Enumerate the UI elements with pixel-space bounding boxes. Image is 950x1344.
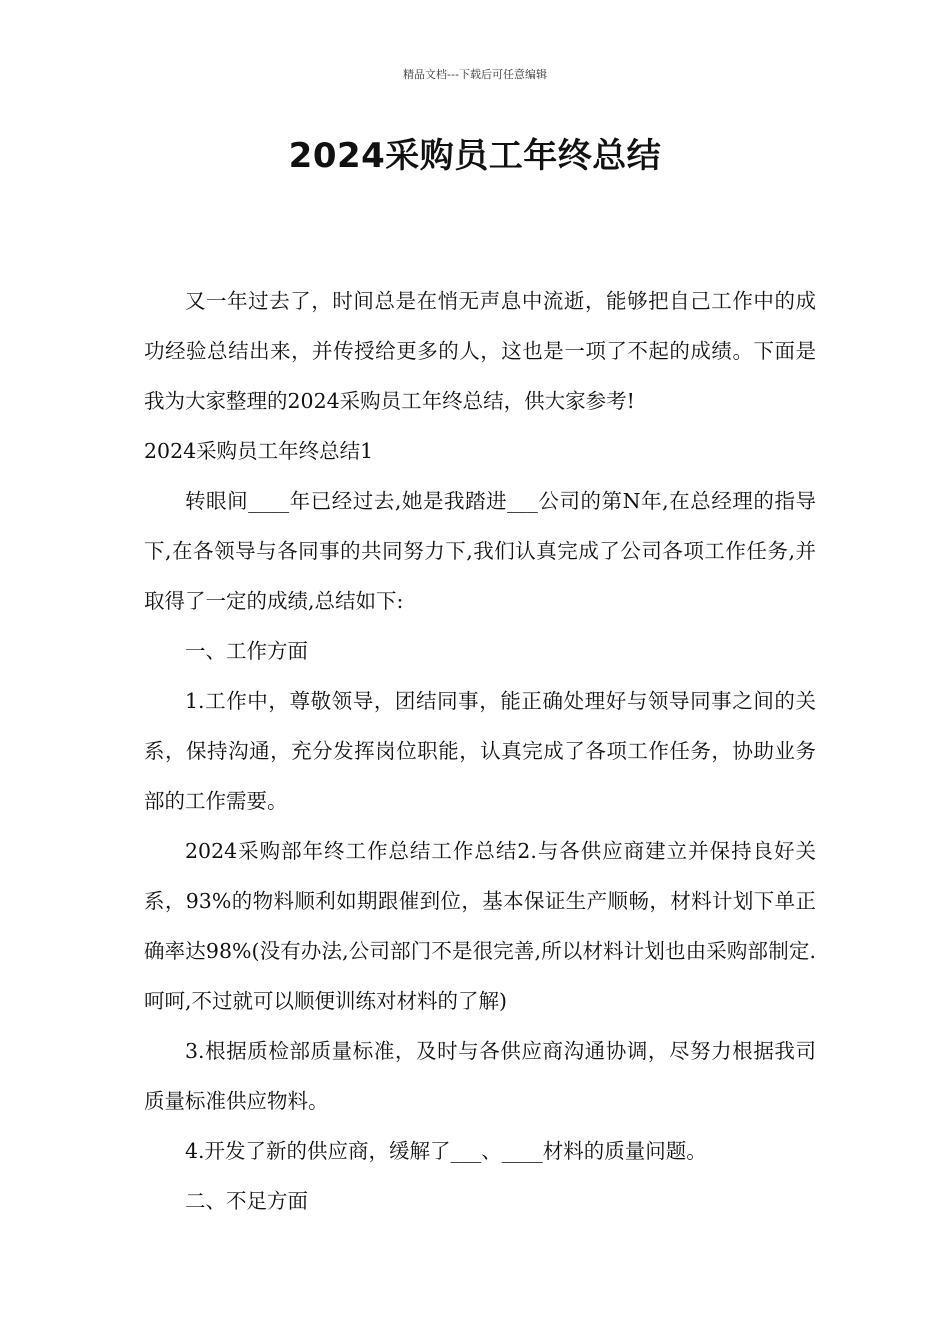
paragraph-item-2: 2024采购部年终工作总结工作总结2.与各供应商建立并保持良好关系，93%的物料顺利如期跟催到位，基本保证生产顺畅，材料计划下单正确率达98%(没有办法,公司部门不是很完善,所以材料计划也由采购部制定.呵呵,不过就可以顺便训练对材料的了解) <box>144 839 816 1013</box>
paragraph-item-3: 3.根据质检部质量标准，及时与各供应商沟通协调，尽努力根据我司质量标准供应物料。 <box>144 1039 816 1113</box>
subheading-shortcomings: 二、不足方面 <box>185 1189 308 1213</box>
paragraph-item-4: 4.开发了新的供应商，缓解了___、____材料的质量问题。 <box>185 1139 707 1163</box>
subheading-work: 一、工作方面 <box>185 639 308 663</box>
paragraph-intro: 又一年过去了，时间总是在悄无声息中流逝，能够把自己工作中的成功经验总结出来，并传授给更多的人，这也是一项了不起的成绩。下面是我为大家整理的2024采购员工年终总结，供大家参考! <box>144 289 816 413</box>
paragraph-item-1: 1.工作中，尊敬领导，团结同事，能正确处理好与领导同事之间的关系，保持沟通，充分发挥岗位职能，认真完成了各项工作任务，协助业务部的工作需要。 <box>144 689 816 813</box>
header-note: 精品文档---下载后可任意编辑 <box>403 68 547 81</box>
document-body <box>144 276 816 1226</box>
paragraph-opening: 转眼间____年已经过去,她是我踏进___公司的第N年,在总经理的指导下,在各领导与各同事的共同努力下,我们认真完成了公司各项工作任务,并取得了一定的成绩,总结如下: <box>144 489 816 613</box>
document-title: 2024采购员工年终总结 <box>288 136 662 176</box>
section-heading-1: 2024采购员工年终总结1 <box>144 439 374 463</box>
